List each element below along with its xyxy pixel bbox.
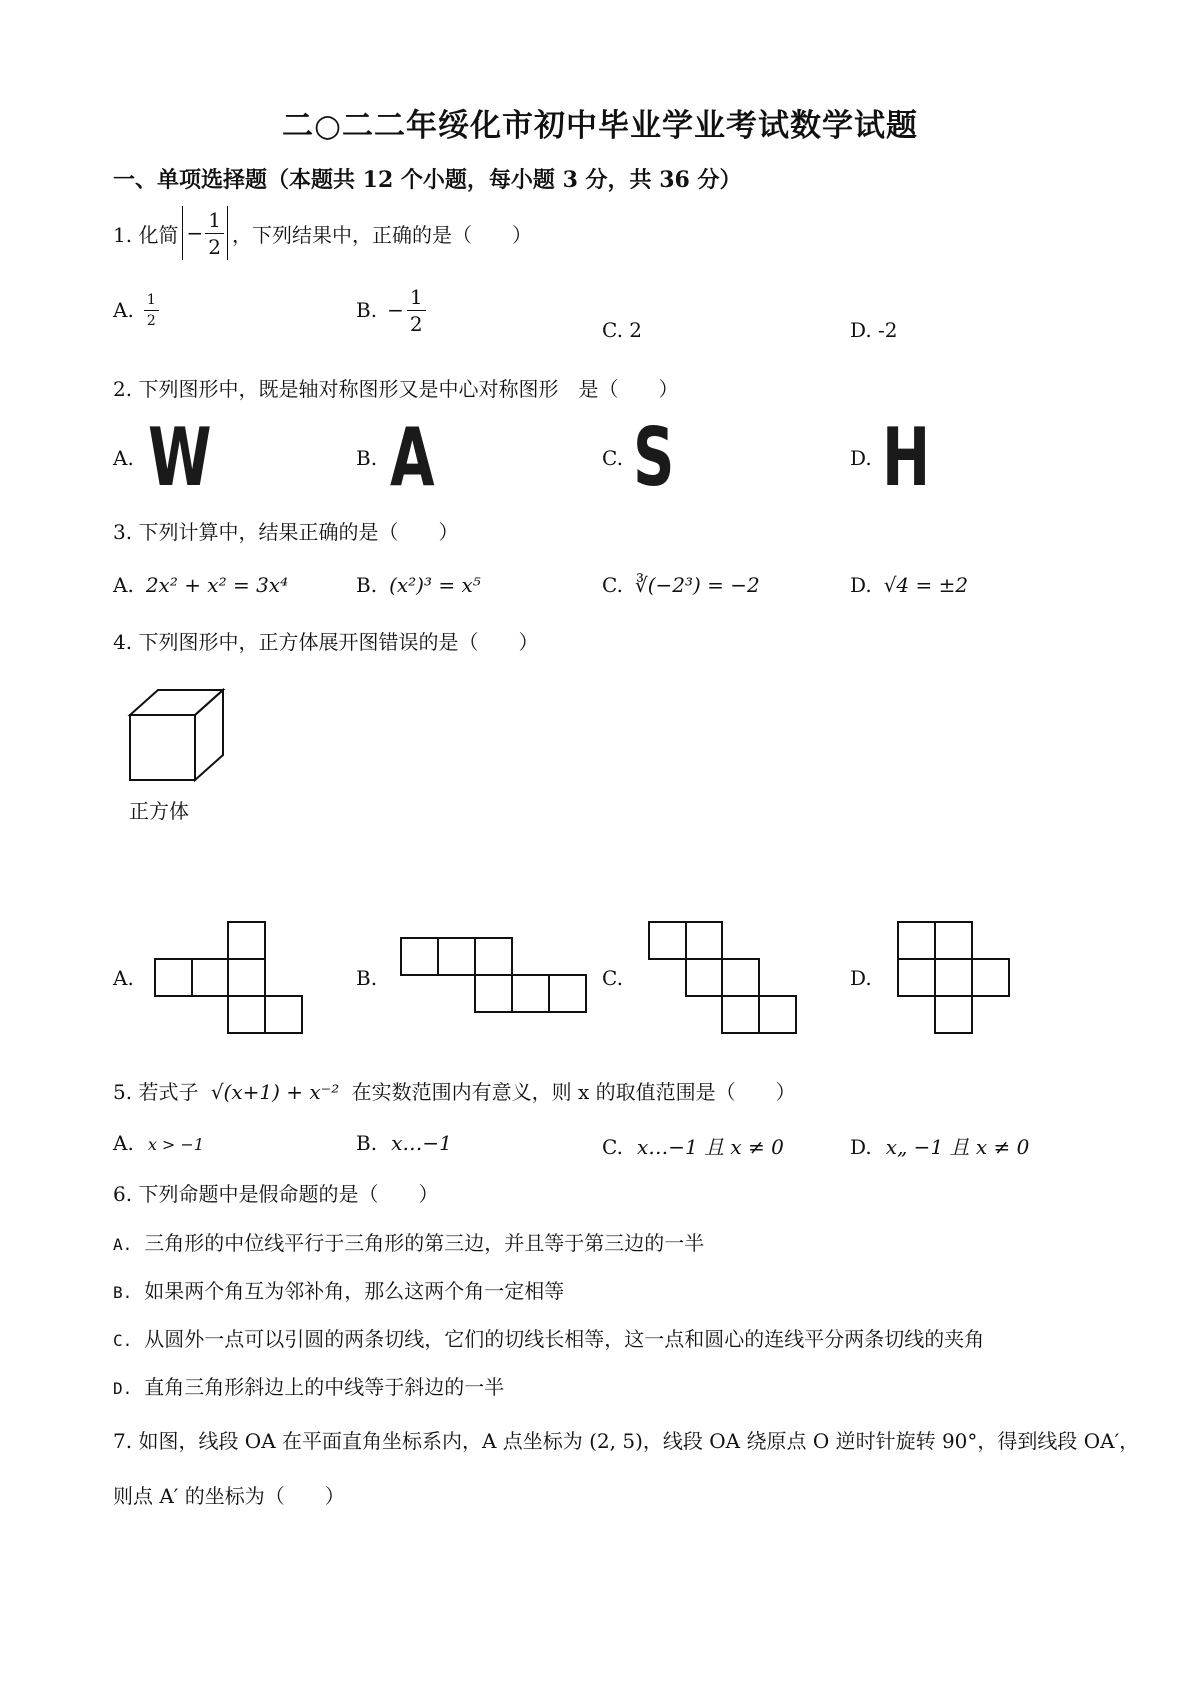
q3-option-c-expr: ∛(−2³) = −2 xyxy=(634,573,760,597)
q1-frac-num: 1 xyxy=(205,210,224,234)
q2-option-a-label: A. xyxy=(113,446,134,470)
q1-option-a-num: 1 xyxy=(144,293,159,311)
q4-option-c-label: C. xyxy=(602,966,623,990)
q1-option-b-den: 2 xyxy=(409,311,423,336)
q6-option-d xyxy=(113,1371,504,1400)
q5-option-b-expr: x…−1 xyxy=(391,1131,452,1155)
net-d-figure xyxy=(893,920,1023,1040)
question-4: 4. 下列图形中，正方体展开图错误的是（ ） xyxy=(113,630,539,654)
q5-option-b xyxy=(356,1131,452,1155)
q3-option-d-expr: √4 = ±2 xyxy=(883,573,969,597)
q5-option-b-label: B. xyxy=(356,1131,378,1155)
net-b-figure xyxy=(398,935,598,1025)
q2-option-d-label: D. xyxy=(850,446,872,470)
q3-option-c xyxy=(602,573,760,597)
q6-option-b-text: 如果两个角互为邻补角，那么这两个角一定相等 xyxy=(144,1279,565,1303)
q5-prefix: 5. 若式子 xyxy=(113,1080,199,1104)
q3-option-b-expr: (x²)³ = x⁵ xyxy=(389,573,481,597)
q6-option-b xyxy=(113,1275,564,1304)
q2-option-c-label: C. xyxy=(602,446,623,470)
q4-option-a-label: A. xyxy=(113,966,134,990)
q6-option-c xyxy=(113,1323,984,1352)
q5-option-a xyxy=(113,1131,204,1155)
q6-option-a-label: A. xyxy=(113,1235,133,1254)
question-2: 2. 下列图形中，既是轴对称图形又是中心对称图形 是（ ） xyxy=(113,377,679,401)
question-7-line-2: 则点 A′ 的坐标为（ ） xyxy=(113,1484,345,1508)
cube-figure xyxy=(120,685,240,790)
q1-fraction xyxy=(205,207,224,259)
q3-option-a xyxy=(113,573,288,597)
q1-prefix: 1. 化简 xyxy=(113,222,179,247)
q3-option-b-label: B. xyxy=(356,573,378,597)
q6-option-a xyxy=(113,1227,704,1256)
letter-w-figure: W xyxy=(148,411,212,504)
q1-option-b xyxy=(356,280,426,340)
q5-option-a-expr: x > −1 xyxy=(147,1135,204,1154)
q5-option-d-label: D. xyxy=(850,1135,872,1159)
q3-option-d xyxy=(850,573,968,597)
net-c-figure xyxy=(644,920,804,1040)
q5-option-c-expr: x…−1 且 x ≠ 0 xyxy=(636,1135,784,1159)
q1-sign: − xyxy=(186,221,204,245)
q1-option-b-sign: − xyxy=(387,298,404,322)
q5-option-a-label: A. xyxy=(113,1131,134,1155)
section-heading: 一、单项选择题（本题共 12 个小题，每小题 3 分，共 36 分） xyxy=(113,167,742,193)
q1-option-b-label: B. xyxy=(356,298,378,322)
q5-option-d xyxy=(850,1131,1029,1160)
question-1 xyxy=(113,206,532,260)
q6-option-d-label: D. xyxy=(113,1379,133,1398)
q4-option-d-label: D. xyxy=(850,966,872,990)
q2-option-b-label: B. xyxy=(356,446,378,470)
net-a-figure xyxy=(150,920,310,1040)
q5-option-c-label: C. xyxy=(602,1135,623,1159)
q1-option-b-num: 1 xyxy=(407,287,426,311)
q1-abs-expression xyxy=(182,206,228,260)
question-3: 3. 下列计算中，结果正确的是（ ） xyxy=(113,520,459,544)
q1-option-b-fraction xyxy=(407,284,426,336)
question-5 xyxy=(113,1076,796,1105)
q5-expression: √(x+1) + x⁻² xyxy=(210,1080,340,1104)
q1-option-a-label: A. xyxy=(113,298,134,322)
q3-option-a-expr: 2x² + x² = 3x⁴ xyxy=(145,573,289,597)
q1-suffix: ，下列结果中，正确的是（ ） xyxy=(231,222,532,247)
cube-label: 正方体 xyxy=(129,799,189,823)
q5-suffix: 在实数范围内有意义，则 x 的取值范围是（ ） xyxy=(351,1080,796,1104)
cube-side-face xyxy=(195,690,223,780)
q3-option-c-label: C. xyxy=(602,573,623,597)
exam-title: 二○二二年绥化市初中毕业学业考试数学试题 xyxy=(281,108,919,144)
q6-option-c-text: 从圆外一点可以引圆的两条切线，它们的切线长相等，这一点和圆心的连线平分两条切线的夹角 xyxy=(144,1327,985,1351)
q5-option-d-expr: x„ −1 且 x ≠ 0 xyxy=(885,1135,1030,1159)
letter-a-figure: A xyxy=(390,411,435,504)
letter-h-figure: H xyxy=(882,411,931,504)
q3-option-a-label: A. xyxy=(113,573,134,597)
q1-frac-den: 2 xyxy=(208,234,221,259)
q4-option-b-label: B. xyxy=(356,966,378,990)
q3-option-b xyxy=(356,573,481,597)
q3-option-d-label: D. xyxy=(850,573,872,597)
q1-option-a-fraction xyxy=(144,293,159,328)
cube-front-face xyxy=(130,715,195,780)
q6-option-d-text: 直角三角形斜边上的中线等于斜边的一半 xyxy=(144,1375,505,1399)
q6-option-c-label: C. xyxy=(113,1331,133,1350)
question-6: 6. 下列命题中是假命题的是（ ） xyxy=(113,1182,439,1206)
q5-option-c xyxy=(602,1131,784,1160)
q1-option-a xyxy=(113,285,159,335)
q6-option-a-text: 三角形的中位线平行于三角形的第三边，并且等于第三边的一半 xyxy=(144,1231,705,1255)
q1-option-d: D. -2 xyxy=(850,318,898,342)
q1-option-a-den: 2 xyxy=(146,312,156,329)
q1-option-c: C. 2 xyxy=(602,318,643,342)
letter-s-figure: S xyxy=(633,411,675,504)
q6-option-b-label: B. xyxy=(113,1283,133,1302)
question-7-line-1: 7. 如图，线段 OA 在平面直角坐标系内，A 点坐标为 (2, 5)，线段 OA 绕原点 O 逆时针旋转 90°，得到线段 OA′， xyxy=(113,1429,1140,1453)
